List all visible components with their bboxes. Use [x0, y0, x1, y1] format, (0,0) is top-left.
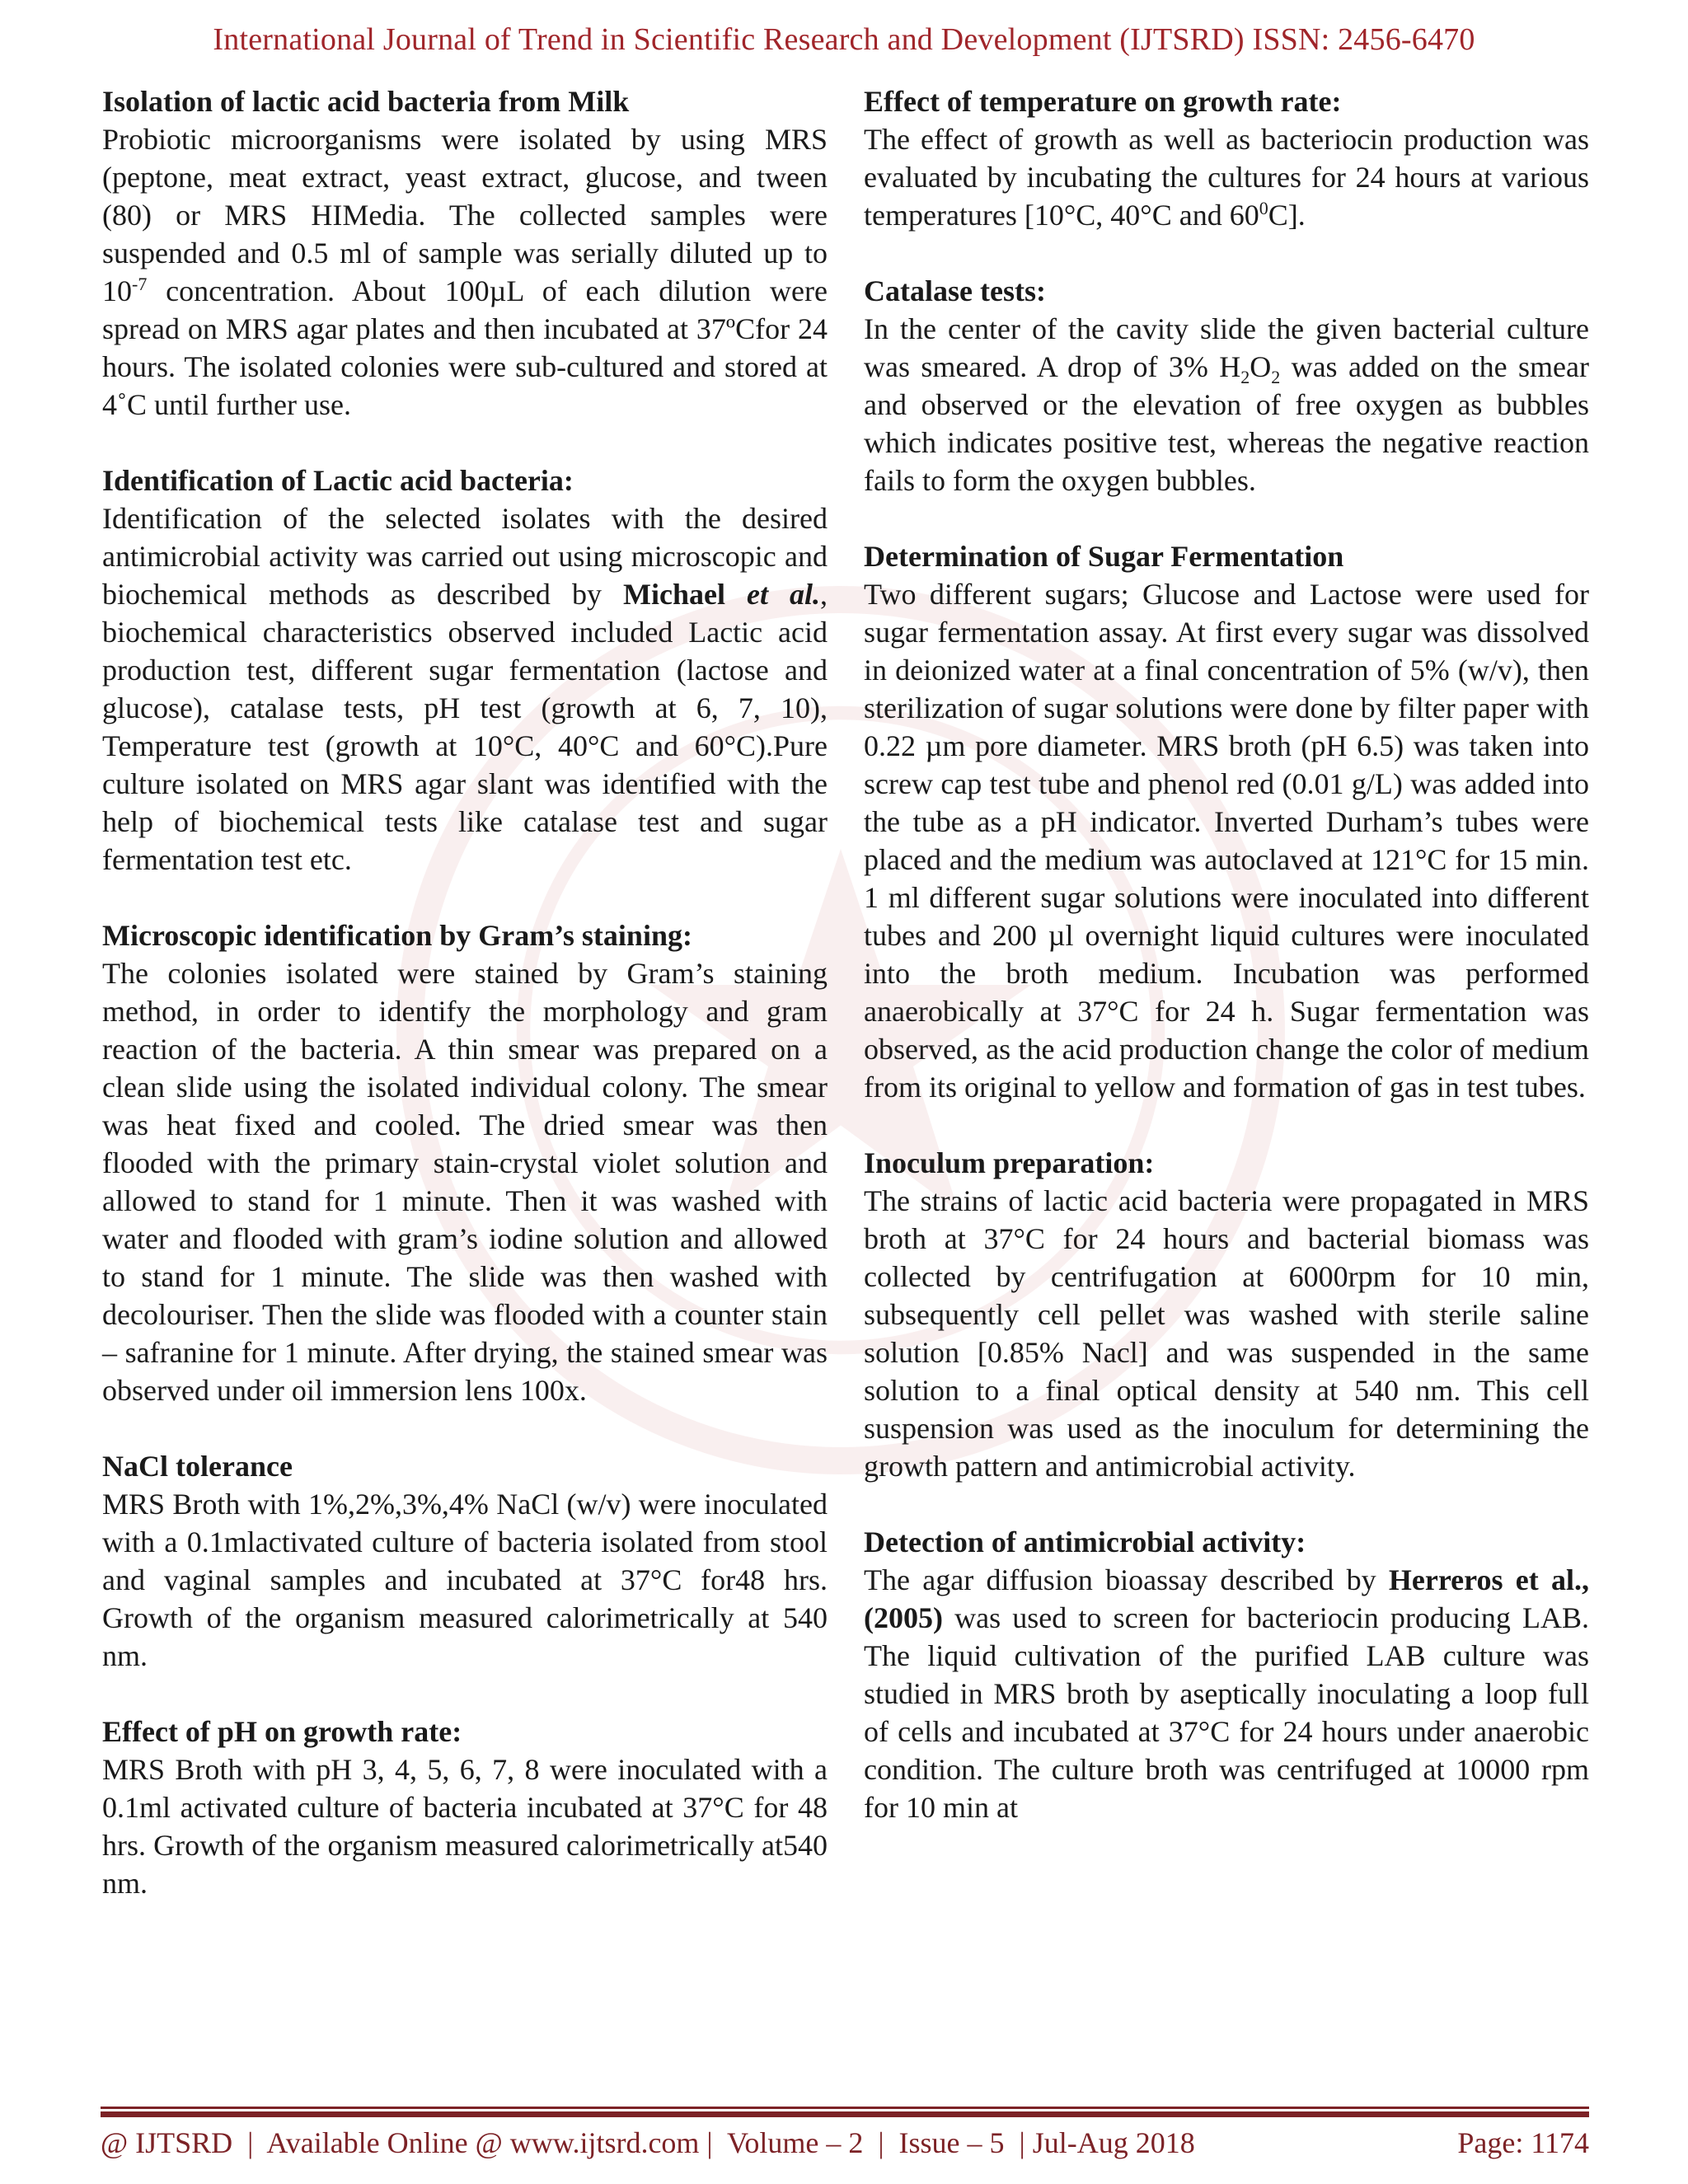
section-identification: [102, 462, 828, 879]
section-isolation: [102, 82, 828, 424]
section-title: Isolation of lactic acid bacteria from Milk: [102, 85, 630, 118]
section-title: Inoculum preparation:: [864, 1146, 1155, 1179]
section-title: Effect of temperature on growth rate:: [864, 85, 1342, 118]
section-title: Detection of antimicrobial activity:: [864, 1526, 1306, 1558]
section-body: Two different sugars; Glucose and Lactose were used for sugar fermentation assay. At first every sugar was dissolved in deionized water at a final concentration of 5% (w/v), then sterilization of sugar solutions were done by filter paper with 0.22 µm pore diameter. MRS broth (pH 6.5) was taken into screw cap test tube and phenol red (0.01 g/L) was added into the tube as a pH indicator. Inverted Durham’s tubes were placed and the medium was autoclaved at 121°C for 15 min. 1 ml different sugar solutions were inoculated into different tubes and 200 µl overnight liquid cultures were inoculated into the broth medium. Incubation was performed anaerobically at 37°C for 24 h. Sugar fermentation was observed, as the acid production change the color of medium from its original to yellow and formation of gas in test tubes.: [864, 578, 1589, 1104]
left-column: [102, 82, 828, 1940]
section-body: Probiotic microorganisms were isolated by using MRS (peptone, meat extract, yeast extract, glucose, and tween (80) or MRS HIMedia. The collected samples were suspended and 0.5 ml of sample was serially diluted up to $10^{-7}$ concentration. About 100µL of each dilution were spread on MRS agar plates and then incubated at 37ºCfor 24 hours. The isolated colonies were sub-cultured and stored at 4˚C until further use.: [102, 123, 828, 421]
section-inoculum: [864, 1144, 1589, 1485]
footer-info: @ IJTSRD | Available Online @ www.ijtsrd.com | Volume – 2 | Issue – 5 | Jul-Aug 2018: [101, 2126, 1195, 2159]
journal-header: International Journal of Trend in Scientific Research and Development (IJTSRD) ISSN: 2456-6470: [213, 22, 1475, 57]
section-temperature-effect: [864, 82, 1589, 234]
section-title: NaCl tolerance: [102, 1450, 293, 1483]
section-sugar-fermentation: [864, 537, 1589, 1106]
section-body: The colonies isolated were stained by Gram’s staining method, in order to identify the morphology and gram reaction of the bacteria. A thin smear was prepared on a clean slide using the isolated individual colony. The smear was heat fixed and cooled. The dried smear was then flooded with the primary stain-crystal violet solution and allowed to stand for 1 minute. Then it was washed with water and flooded with gram’s iodine solution and allowed to stand for 1 minute. The slide was then washed with decolouriser. Then the slide was flooded with a counter stain – safranine for 1 minute. After drying, the stained smear was observed under oil immersion lens 100x.: [102, 957, 828, 1407]
section-title: Effect of pH on growth rate:: [102, 1715, 462, 1748]
section-title: Catalase tests:: [864, 274, 1046, 307]
section-body: The agar diffusion bioassay described by Herreros et al., (2005) was used to screen for bacteriocin producing LAB. The liquid cultivation of the purified LAB culture was studied in MRS broth by aseptically inoculating a loop full of cells and incubated at 37°C for 24 hours under anaerobic condition. The culture broth was centrifuged at 10000 rpm for 10 min at: [864, 1563, 1589, 1824]
page-footer: [101, 2125, 1589, 2161]
footer-rule: [101, 2107, 1589, 2109]
section-body: MRS Broth with pH 3, 4, 5, 6, 7, 8 were inoculated with a 0.1ml activated culture of bacteria incubated at 37°C for 48 hrs. Growth of the organism measured calorimetrically at540 nm.: [102, 1753, 828, 1900]
page-number: Page: 1174: [1457, 2126, 1589, 2159]
section-nacl-tolerance: [102, 1447, 828, 1675]
section-body: Identification of the selected isolates with the desired antimicrobial activity was carried out using microscopic and biochemical methods as described by Michael et al., biochemical characteristics observed included Lactic acid production test, different sugar fermentation (lactose and glucose), catalase tests, pH test (growth at 6, 7, 10), Temperature test (growth at 10°C, 40°C and 60°C).Pure culture isolated on MRS agar slant was identified with the help of biochemical tests like catalase test and sugar fermentation test etc.: [102, 502, 828, 876]
section-gram-staining: [102, 916, 828, 1409]
section-title: Identification of Lactic acid bacteria:: [102, 464, 574, 497]
section-body: MRS Broth with 1%,2%,3%,4% NaCl (w/v) were inoculated with a 0.1mlactivated culture of bacteria isolated from stool and vaginal samples and incubated at 37°C for48 hrs. Growth of the organism measured calorimetrically at 540 nm.: [102, 1488, 828, 1672]
right-column: [864, 82, 1589, 1864]
section-body: In the center of the cavity slide the given bacterial culture was smeared. A drop of 3% $H_2O_2$ was added on the smear and observed or the elevation of free oxygen as bubbles which indicates positive test, whereas the negative reaction fails to form the oxygen bubbles.: [864, 312, 1589, 497]
section-catalase: [864, 272, 1589, 499]
section-title: Determination of Sugar Fermentation: [864, 540, 1344, 573]
footer-rule: [101, 2111, 1589, 2117]
section-antimicrobial: [864, 1523, 1589, 1826]
section-body: The strains of lactic acid bacteria were propagated in MRS broth at 37°C for 24 hours and bacterial biomass was collected by centrifugation at 6000rpm for 10 min, subsequently cell pellet was washed with sterile saline solution [0.85% Nacl] and was suspended in the same solution to a final optical density at 540 nm. This cell suspension was used as the inoculum for determining the growth pattern and antimicrobial activity.: [864, 1184, 1589, 1483]
section-body: The effect of growth as well as bacteriocin production was evaluated by incubating the cultures for 24 hours at various temperatures [10°C, 40°C and $60^0C$].: [864, 123, 1589, 232]
section-title: Microscopic identification by Gram’s staining:: [102, 919, 692, 952]
section-ph-effect: [102, 1713, 828, 1902]
